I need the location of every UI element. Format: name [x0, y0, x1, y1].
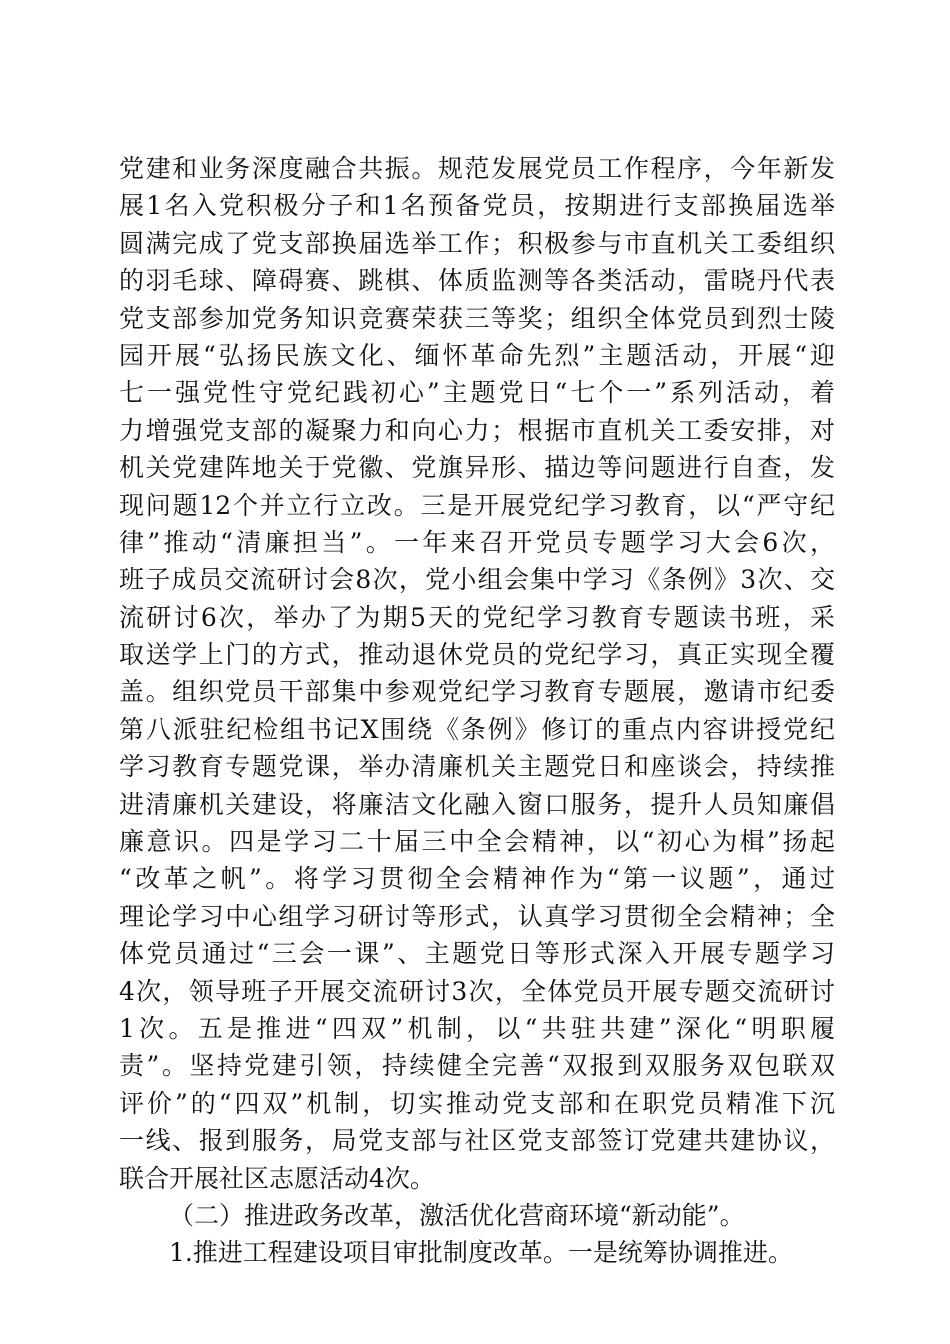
body-line: 评价”的“四双”机制，切实推动党支部和在职党员精准下沉 — [119, 1088, 835, 1118]
body-line: 第八派驻纪检组书记X围绕《条例》修订的重点内容讲授党纪 — [119, 714, 835, 744]
body-line: 的羽毛球、障碍赛、跳棋、体质监测等各类活动，雷晓丹代表 — [119, 266, 835, 296]
body-line: 机关党建阵地关于党徽、党旗异形、描边等问题进行自查，发 — [119, 453, 835, 483]
body-line: 班子成员交流研讨会8次，党小组会集中学习《条例》3次、交 — [119, 565, 835, 595]
body-line: 一线、报到服务，局党支部与社区党支部签订党建共建协议， — [119, 1126, 835, 1156]
subsection-line: 1.推进工程建设项目审批制度改革。一是统筹协调推进。 — [169, 1238, 793, 1268]
body-line: 廉意识。四是学习二十届三中全会精神，以“初心为楫”扬起 — [119, 827, 835, 857]
body-line: 党支部参加党务知识竞赛荣获三等奖；组织全体党员到烈士陵 — [119, 303, 835, 333]
body-line: 联合开展社区志愿活动4次。 — [119, 1163, 435, 1193]
body-line: 理论学习中心组学习研讨等形式，认真学习贯彻全会精神；全 — [119, 901, 835, 931]
body-line: 现问题12个并立行立改。三是开展党纪学习教育，以“严守纪 — [119, 490, 835, 520]
body-line: 1次。五是推进“四双”机制，以“共驻共建”深化“明职履 — [119, 1013, 835, 1043]
body-line: 党建和业务深度融合共振。规范发展党员工作程序，今年新发 — [119, 154, 835, 183]
body-line: 4次，领导班子开展交流研讨3次，全体党员开展专题交流研讨 — [119, 976, 835, 1006]
body-line: 盖。组织党员干部集中参观党纪学习教育专题展，邀请市纪委 — [119, 677, 835, 707]
body-line: 展1名入党积极分子和1名预备党员，按期进行支部换届选举 — [119, 191, 835, 221]
body-line: 学习教育专题党课，举办清廉机关主题党日和座谈会，持续推 — [119, 752, 835, 782]
body-line: 七一强党性守党纪践初心”主题党日“七个一”系列活动，着 — [119, 378, 835, 408]
body-line: “改革之帆”。将学习贯彻全会精神作为“第一议题”，通过 — [119, 864, 835, 894]
section-heading: （二）推进政务改革，激活优化营商环境“新动能”。 — [169, 1200, 745, 1230]
body-line: 责”。坚持党建引领，持续健全完善“双报到双服务双包联双 — [119, 1051, 835, 1081]
body-line: 律”推动“清廉担当”。一年来召开党员专题学习大会6次， — [119, 527, 835, 557]
body-line: 流研讨6次，举办了为期5天的党纪学习教育专题读书班，采 — [119, 602, 835, 632]
body-line: 进清廉机关建设，将廉洁文化融入窗口服务，提升人员知廉倡 — [119, 789, 835, 819]
body-line: 取送学上门的方式，推动退休党员的党纪学习，真正实现全覆 — [119, 640, 835, 670]
body-line: 力增强党支部的凝聚力和向心力；根据市直机关工委安排，对 — [119, 415, 835, 445]
body-line: 园开展“弘扬民族文化、缅怀革命先烈”主题活动，开展“迎 — [119, 340, 835, 370]
body-line: 圆满完成了党支部换届选举工作；积极参与市直机关工委组织 — [119, 228, 835, 258]
body-line: 体党员通过“三会一课”、主题党日等形式深入开展专题学习 — [119, 939, 835, 969]
document-body — [119, 150, 835, 1272]
